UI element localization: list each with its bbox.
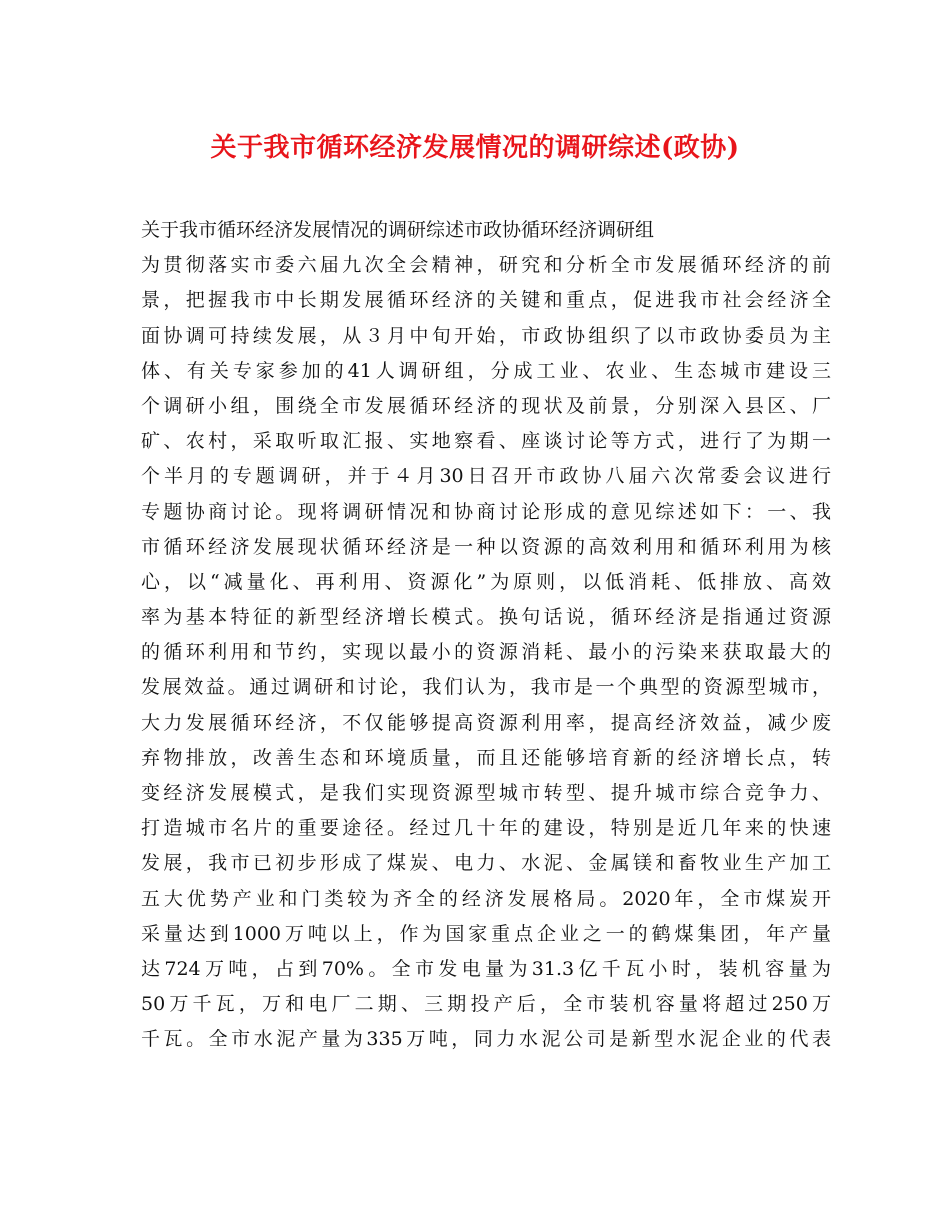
body-line: 发展，我市已初步形成了煤炭、电力、水泥、金属镁和畜牧业生产加工	[141, 852, 831, 875]
body-line: 发展效益。通过调研和讨论，我们认为，我市是一个典型的资源型城市，	[141, 676, 831, 699]
body-line: 率为基本特征的新型经济增长模式。换句话说，循环经济是指通过资源	[141, 606, 831, 629]
document-body	[141, 213, 831, 1058]
body-line: 面协调可持续发展，从３月中旬开始，市政协组织了以市政协委员为主	[141, 324, 831, 347]
body-line: 景，把握我市中长期发展循环经济的关键和重点，促进我市社会经济全	[141, 289, 831, 312]
body-line: 体、有关专家参加的41人调研组，分成工业、农业、生态城市建设三	[141, 359, 831, 382]
body-line: 弃物排放，改善生态和环境质量，而且还能够培育新的经济增长点，转	[141, 746, 831, 769]
body-line: 达724万吨，占到70%。全市发电量为31.3亿千瓦小时，装机容量为	[141, 957, 831, 980]
body-line: 变经济发展模式，是我们实现资源型城市转型、提升城市综合竞争力、	[141, 782, 831, 804]
body-line: 个半月的专题调研，并于４月30日召开市政协八届六次常委会议进行	[141, 465, 831, 488]
body-line: 专题协商讨论。现将调研情况和协商讨论形成的意见综述如下：一、我	[141, 500, 831, 523]
body-line: 50万千瓦，万和电厂二期、三期投产后，全市装机容量将超过250万	[141, 993, 831, 1016]
body-line: 千瓦。全市水泥产量为335万吨，同力水泥公司是新型水泥企业的代表	[141, 1028, 831, 1051]
body-line: 市循环经济发展现状循环经济是一种以资源的高效利用和循环利用为核	[141, 535, 831, 558]
body-line: 五大优势产业和门类较为齐全的经济发展格局。2020年，全市煤炭开	[141, 887, 831, 910]
body-line: 采量达到1000万吨以上，作为国家重点企业之一的鹤煤集团，年产量	[141, 922, 831, 945]
body-line: 关于我市循环经济发展情况的调研综述市政协循环经济调研组	[141, 219, 655, 241]
body-line: 的循环利用和节约，实现以最小的资源消耗、最小的污染来获取最大的	[141, 641, 831, 664]
body-line: 为贯彻落实市委六届九次全会精神，研究和分析全市发展循环经济的前	[141, 254, 831, 277]
document-title: 关于我市循环经济发展情况的调研综述(政协)	[210, 133, 740, 163]
body-line: 矿、农村，采取听取汇报、实地察看、座谈讨论等方式，进行了为期一	[141, 430, 831, 453]
body-line: 个调研小组，围绕全市发展循环经济的现状及前景，分别深入县区、厂	[141, 394, 831, 417]
body-line: 打造城市名片的重要途径。经过几十年的建设，特别是近几年来的快速	[141, 817, 831, 840]
body-line: 大力发展循环经济，不仅能够提高资源利用率，提高经济效益，减少废	[141, 711, 831, 734]
body-line: 心，以“减量化、再利用、资源化”为原则，以低消耗、低排放、高效	[141, 570, 831, 593]
